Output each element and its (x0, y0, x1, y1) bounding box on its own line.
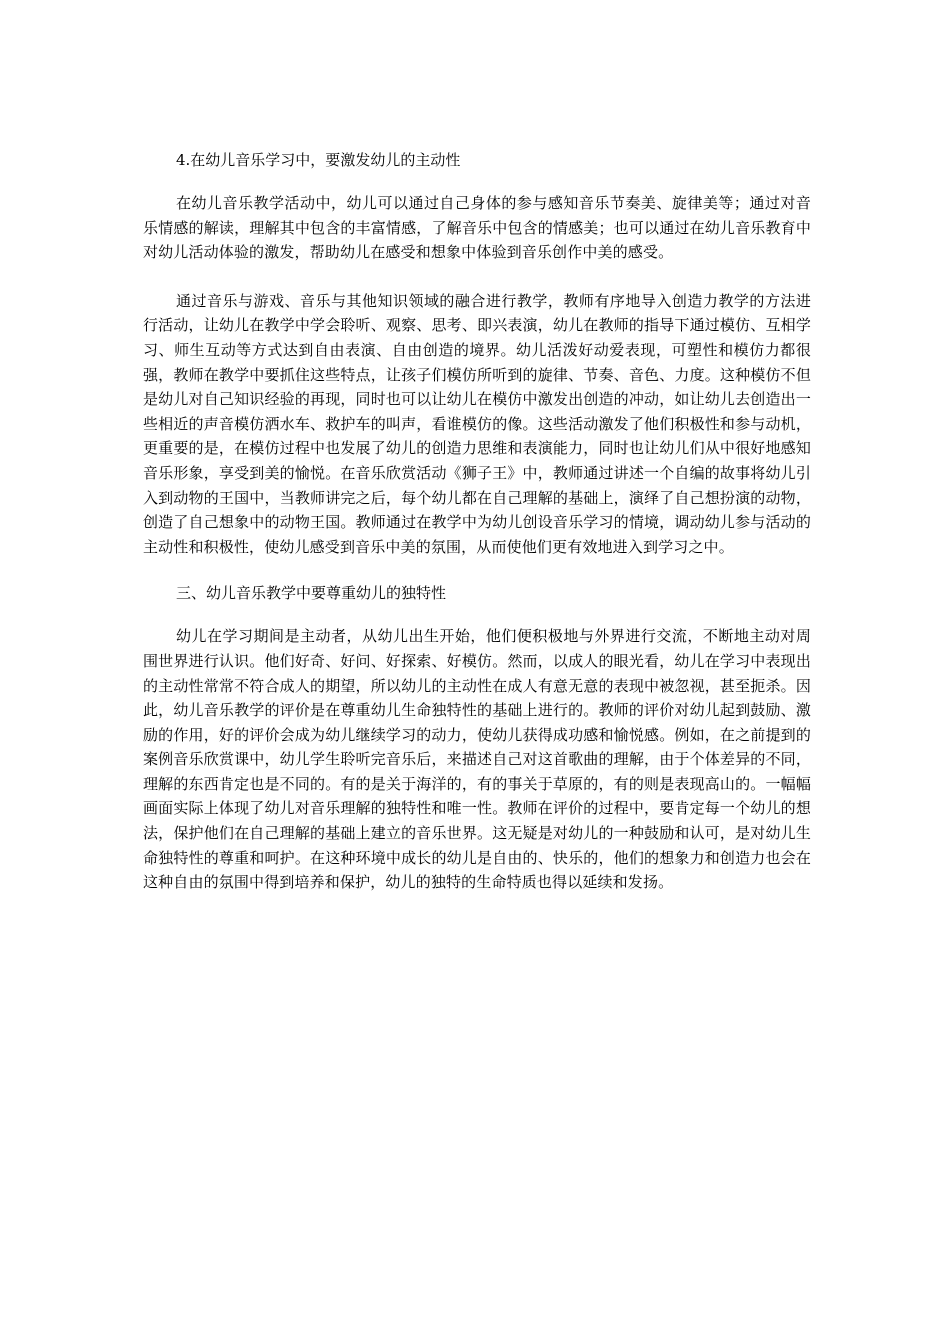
paragraph-uniqueness: 幼儿在学习期间是主动者，从幼儿出生开始，他们便积极地与外界进行交流，不断地主动对周围世界进行认识。他们好奇、好问、好探索、好模仿。然而，以成人的眼光看，幼儿在学习中表现出的主动性常常不符合成人的期望，所以幼儿的主动性在成人有意无意的表现中被忽视，甚至扼杀。因此，幼儿音乐教学的评价是在尊重幼儿生命独特性的基础上进行的。教师的评价对幼儿起到鼓励、激励的作用，好的评价会成为幼儿继续学习的动力，使幼儿获得成功感和愉悦感。例如，在之前提到的案例音乐欣赏课中，幼儿学生聆听完音乐后，来描述自己对这首歌曲的理解，由于个体差异的不同，理解的东西肯定也是不同的。有的是关于海洋的，有的事关于草原的，有的则是表现高山的。一幅幅画面实际上体现了幼儿对音乐理解的独特性和唯一性。教师在评价的过程中，要肯定每一个幼儿的想法，保护他们在自己理解的基础上建立的音乐世界。这无疑是对幼儿的一种鼓励和认可，是对幼儿生命独特性的尊重和呵护。在这种环境中成长的幼儿是自由的、快乐的，他们的想象力和创造力也会在这种自由的氛围中得到培养和保护，幼儿的独特的生命特质也得以延续和发扬。 (143, 627, 811, 892)
paragraph-creative-teaching: 通过音乐与游戏、音乐与其他知识领域的融合进行教学，教师有序地导入创造力教学的方法进行活动，让幼儿在教学中学会聆听、观察、思考、即兴表演，幼儿在教师的指导下通过模仿、互相学习、师生互动等方式达到自由表演、自由创造的境界。幼儿活泼好动爱表现，可塑性和模仿力都很强，教师在教学中要抓住这些特点，让孩子们模仿所听到的旋律、节奏、音色、力度。这种模仿不但是幼儿对自己知识经验的再现，同时也可以让幼儿在模仿中激发出创造的冲动，如让幼儿去创造出一些相近的声音模仿洒水车、救护车的叫声，看谁模仿的像。这些活动激发了他们积极性和参与动机，更重要的是，在模仿过程中也发展了幼儿的创造力思维和表演能力，同时也让幼儿们从中很好地感知音乐形象，享受到美的愉悦。在音乐欣赏活动《狮子王》中，教师通过讲述一个自编的故事将幼儿引入到动物的王国中，当教师讲完之后，每个幼儿都在自己理解的基础上，演绎了自己想扮演的动物，创造了自己想象中的动物王国。教师通过在教学中为幼儿创设音乐学习的情境，调动幼儿参与活动的主动性和积极性，使幼儿感受到音乐中美的氛围，从而使他们更有效地进入到学习之中。 (143, 291, 811, 556)
document-page (143, 148, 811, 919)
section-heading-three: 三、幼儿音乐教学中要尊重幼儿的独特性 (176, 584, 447, 603)
paragraph-music-perception: 在幼儿音乐教学活动中，幼儿可以通过自己身体的参与感知音乐节奏美、旋律美等；通过对音乐情感的解读，理解其中包含的丰富情感，了解音乐中包含的情感美；也可以通过在幼儿音乐教育中对幼儿活动体验的激发，帮助幼儿在感受和想象中体验到音乐创作中美的感受。 (143, 194, 811, 262)
section-heading-4: 4.在幼儿音乐学习中，要激发幼儿的主动性 (176, 151, 461, 169)
